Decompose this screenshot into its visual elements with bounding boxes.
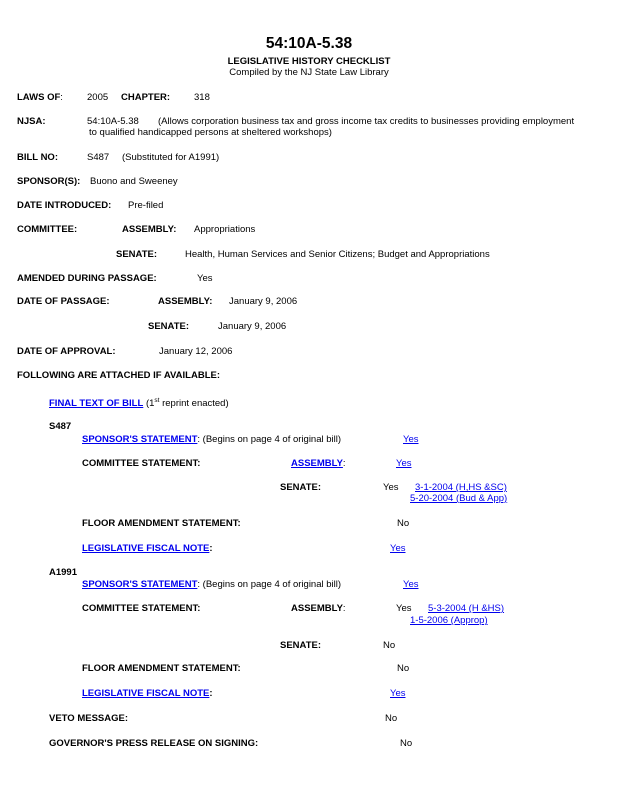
approval-value: January 12, 2006 [159, 346, 233, 357]
final-text-note-pre: (1 [145, 398, 155, 409]
s487-sponsor-statement-yes-link[interactable]: Yes [403, 434, 419, 445]
s487-sponsor-statement-note: : (Begins on page 4 of original bill) [197, 434, 342, 445]
date-introduced-label: DATE INTRODUCED: [17, 200, 112, 211]
governor-press-release-value: No [400, 738, 413, 749]
a1991-floor-label: FLOOR AMENDMENT STATEMENT: [82, 663, 241, 674]
passage-senate-label: SENATE: [148, 321, 189, 332]
final-text-note-post: reprint enacted) [162, 398, 229, 409]
amended-label: AMENDED DURING PASSAGE: [17, 273, 157, 284]
final-text-link[interactable]: FINAL TEXT OF BILL [49, 398, 144, 409]
compiled-by: Compiled by the NJ State Law Library [229, 67, 389, 78]
veto-label: VETO MESSAGE: [49, 713, 129, 724]
passage-assembly-date: January 9, 2006 [229, 296, 298, 307]
committee-senate-label: SENATE: [116, 249, 157, 260]
committee-label: COMMITTEE: [17, 224, 78, 235]
s487-fiscal-colon: : [209, 543, 213, 554]
s487-senate-label: SENATE: [280, 482, 321, 493]
njsa-value: 54:10A-5.38 [87, 116, 139, 127]
page-subtitle: LEGISLATIVE HISTORY CHECKLIST [227, 56, 391, 67]
a1991-assembly-row [291, 603, 346, 614]
s487-sponsor-statement-link[interactable]: SPONSOR'S STATEMENT [82, 434, 198, 445]
final-text-row [49, 398, 229, 409]
njsa-label: NJSA: [17, 116, 46, 127]
passage-senate-date: January 9, 2006 [218, 321, 287, 332]
approval-label: DATE OF APPROVAL: [17, 346, 116, 357]
a1991-assembly-label: ASSEMBLY [291, 603, 343, 614]
s487-senate-link-1[interactable]: 3-1-2004 (H,HS &SC) [415, 482, 507, 493]
a1991-sponsor-row [82, 579, 341, 590]
a1991-floor-value: No [397, 663, 410, 674]
laws-of-year: 2005 [87, 92, 109, 103]
final-text-note-sup: st [154, 396, 160, 404]
a1991-label: A1991 [49, 567, 77, 578]
s487-assembly-link[interactable]: ASSEMBLY [291, 458, 343, 469]
a1991-assembly-link-1[interactable]: 5-3-2004 (H &HS) [428, 603, 505, 614]
laws-of-field [17, 92, 63, 103]
a1991-fiscal-note-link[interactable]: LEGISLATIVE FISCAL NOTE [82, 688, 210, 699]
a1991-senate-value: No [383, 640, 396, 651]
s487-fiscal-note-link[interactable]: LEGISLATIVE FISCAL NOTE [82, 543, 210, 554]
committee-assembly-label: ASSEMBLY: [122, 224, 177, 235]
njsa-description-line2: to qualified handicapped persons at sheltered workshops) [89, 127, 332, 138]
laws-of-label: LAWS OF [17, 92, 61, 103]
sponsors-value: Buono and Sweeney [90, 176, 178, 187]
chapter-label: CHAPTER: [121, 92, 171, 103]
s487-floor-label: FLOOR AMENDMENT STATEMENT: [82, 518, 241, 529]
s487-sponsor-row [82, 434, 341, 445]
s487-fiscal-yes-link[interactable]: Yes [390, 543, 406, 554]
s487-assembly-colon: : [342, 458, 346, 469]
a1991-sponsor-statement-yes-link[interactable]: Yes [403, 579, 419, 590]
s487-fiscal-row [82, 543, 213, 554]
chapter-value: 318 [194, 92, 210, 103]
bill-no-note: (Substituted for A1991) [122, 152, 220, 163]
s487-committee-label: COMMITTEE STATEMENT: [82, 458, 201, 469]
date-introduced-value: Pre-filed [128, 200, 164, 211]
bill-no-label: BILL NO: [17, 152, 58, 163]
a1991-fiscal-row [82, 688, 213, 699]
committee-senate-value: Health, Human Services and Senior Citizens; Budget and Appropriations [185, 249, 490, 260]
a1991-assembly-value: Yes [396, 603, 412, 614]
committee-assembly-value: Appropriations [194, 224, 256, 235]
bill-no-value: S487 [87, 152, 110, 163]
a1991-senate-label: SENATE: [280, 640, 321, 651]
a1991-assembly-colon: : [342, 603, 346, 614]
s487-assembly-row [291, 458, 346, 469]
veto-value: No [385, 713, 398, 724]
s487-senate-link-2[interactable]: 5-20-2004 (Bud & App) [410, 493, 508, 504]
s487-label: S487 [49, 421, 72, 432]
a1991-fiscal-yes-link[interactable]: Yes [390, 688, 406, 699]
amended-value: Yes [197, 273, 213, 284]
passage-assembly-label: ASSEMBLY: [158, 296, 213, 307]
a1991-sponsor-statement-link[interactable]: SPONSOR'S STATEMENT [82, 579, 198, 590]
s487-assembly-yes-link[interactable]: Yes [396, 458, 412, 469]
a1991-sponsor-statement-note: : (Begins on page 4 of original bill) [197, 579, 342, 590]
a1991-fiscal-colon: : [209, 688, 213, 699]
s487-senate-value: Yes [383, 482, 399, 493]
sponsors-label: SPONSOR(S): [17, 176, 81, 187]
passage-label: DATE OF PASSAGE: [17, 296, 110, 307]
laws-of-colon: : [60, 92, 63, 103]
governor-press-release-label: GOVERNOR'S PRESS RELEASE ON SIGNING: [49, 738, 259, 749]
a1991-committee-label: COMMITTEE STATEMENT: [82, 603, 201, 614]
a1991-assembly-link-2[interactable]: 1-5-2006 (Approp) [410, 615, 488, 626]
attached-heading: FOLLOWING ARE ATTACHED IF AVAILABLE: [17, 370, 220, 381]
njsa-description-line1: (Allows corporation business tax and gross income tax credits to businesses providing employment [158, 116, 575, 127]
s487-floor-value: No [397, 518, 410, 529]
page-title: 54:10A-5.38 [265, 35, 353, 52]
